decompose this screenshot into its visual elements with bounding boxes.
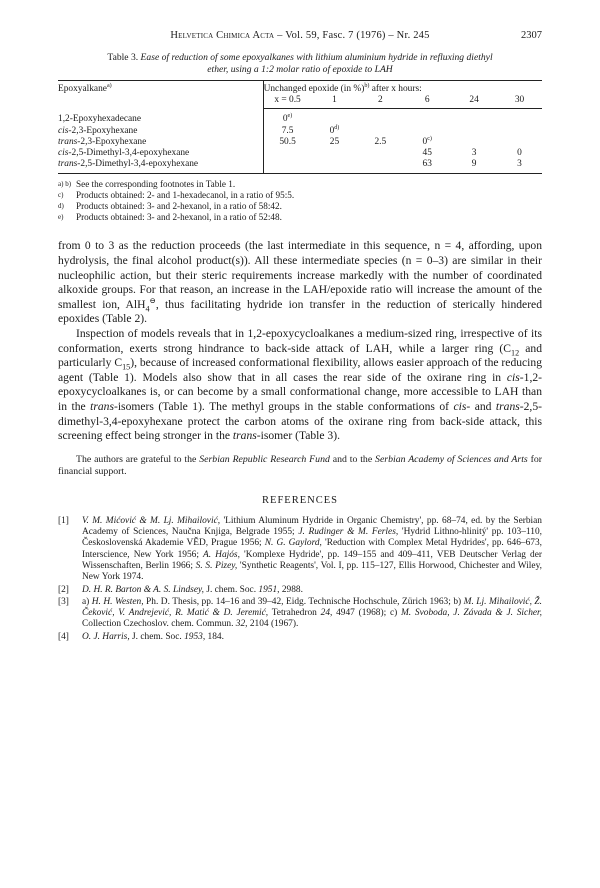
table-cell — [497, 126, 542, 137]
running-head — [58, 30, 542, 46]
paragraph-1: from 0 to 3 as the reduction proceeds (the last intermediate in this sequence, n = 4, affording, upon hydrolysis, the final alcohol product(s)). All these intermediate species (n = 0–3) are similar in their nucleophilic action, but their steric requirements increase markedly with the number of coordinated alkoxide groups. For that reason, an increase in the LAH/epoxide ratio will increase the amount of the smallest ion, AlH$_4$⊖, thus facilitating hydride ion transfer in the reduction of sterically hindered epoxides (Table 2). — [58, 239, 542, 326]
epoxide-name: cis-2,3-Epoxyhexane — [58, 125, 138, 136]
table-caption — [58, 52, 542, 75]
x-label: 24 — [451, 95, 497, 109]
table-cell: 3 — [471, 148, 477, 159]
paper-page — [58, 30, 542, 644]
footnote: e) Products obtained: 3- and 2-hexanol, in a ratio of 52:48. — [58, 212, 282, 223]
x-label: 6 — [403, 95, 451, 109]
table-cell: 0$^{d)}$ — [329, 124, 340, 136]
table-row — [58, 137, 542, 148]
reference-1: [1] V. M. Mićović & M. Lj. Mihailović, 'Lithium Aluminum Hydride in Organic Chemistry', pp. 68–74, ed. by the Serbian Academy of Sciences, Naučna Knjiga, Belgrade 1955; J. Rudinger & M. Ferles, 'Hydrid Lithno-hlinitý' pp. 103–110, Československá Akademie VĚD, Prague 1956; N. G. Gaylord, 'Reduction with Complex Metal Hydrides', pp. 646–673, Interscience, New York 1956; A. Hajós, 'Komplexe Hydride', pp. 149–155 and 409–411, VEB Deutscher Verlag der Wissenschaften, Berlin 1966; S. S. Pizey, 'Synthetic Reagents', Vol. I, pp. 115–127, Ellis Horwood, Chichester and Wiley, New York 1974. — [58, 515, 543, 583]
references-heading: REFERENCES — [262, 494, 338, 506]
x-label: 30 — [497, 95, 542, 109]
table-cell — [357, 159, 403, 174]
table-cell — [357, 148, 403, 159]
table-caption-line2: ether, using a 1:2 molar ratio of epoxide to LAH — [207, 63, 393, 75]
journal-citation — [58, 30, 542, 41]
table-cell: 7.5 — [263, 126, 311, 137]
reference-2: [2] D. H. R. Barton & A. S. Lindsey, J. chem. Soc. 1951, 2988. — [58, 584, 303, 595]
table-footnotes — [58, 179, 542, 223]
reference-3: [3] a) H. H. Westen, Ph. D. Thesis, pp. 14–16 and 39–42, Eidg. Technische Hochschule, Zürich 1963; b) M. Lj. Mihailović, Ž. Čeković, V. Andrejević, R. Matić & D. Jeremić, Tetrahedron 24, 4947 (1968); c) M. Svoboda, J. Závada & J. Sicher, Collection Czechoslov. chem. Commun. 32, 2104 (1967). — [58, 596, 542, 630]
table-caption-line1: Ease of reduction of some epoxyalkanes with lithium aluminium hydride in refluxing diethyl — [140, 52, 493, 63]
table-cell: 25 — [329, 136, 340, 147]
x-label: x = 0.5 — [263, 95, 311, 109]
table-cell — [357, 109, 403, 126]
acknowledgements: The authors are grateful to the Serbian Republic Research Fund and to the Serbian Academy of Sciences and Arts for financial support. — [58, 453, 543, 478]
data-table — [58, 80, 542, 174]
table-cell — [451, 137, 497, 148]
x-label: 2 — [357, 95, 403, 109]
table-header-row — [58, 81, 542, 96]
table-cell: 45 — [422, 148, 432, 159]
table-cell — [312, 148, 358, 159]
table-cell — [451, 126, 497, 137]
table-row — [58, 148, 542, 159]
table-cell: 2.5 — [374, 136, 387, 147]
footnote: c) Products obtained: 2- and 1-hexadecanol, in a ratio of 95:5. — [58, 190, 295, 201]
table-cell — [263, 159, 311, 174]
table-cell — [357, 126, 403, 137]
table-cell: 9 — [451, 159, 497, 174]
table-cell: 63 — [403, 159, 451, 174]
references-list — [58, 516, 542, 643]
table-cell: 0$^{c)}$ — [422, 135, 432, 147]
table-cell — [263, 148, 311, 159]
column-group-header: Unchanged epoxide (in %)$^{b)}$ after x hours: — [263, 81, 542, 96]
table-row — [58, 109, 542, 126]
footnote: a) b) See the corresponding footnotes in Table 1. — [58, 179, 236, 190]
volume-info: – Vol. 59, Fasc. 7 (1976) – Nr. 245 — [277, 30, 430, 41]
table-row — [58, 126, 542, 137]
x-label: 1 — [312, 95, 358, 109]
table-cell: 3 — [497, 159, 542, 174]
table-cell — [451, 109, 497, 126]
table-row — [58, 159, 542, 174]
table-cell — [497, 137, 542, 148]
epoxide-name: 1,2-Epoxyhexadecane — [58, 114, 142, 125]
reference-4: [4] O. J. Harris, J. chem. Soc. 1953, 184. — [58, 631, 224, 642]
page-number: 2307 — [521, 30, 542, 41]
body-text — [58, 239, 542, 443]
table-cell: 0 — [517, 148, 522, 159]
epoxide-name: cis-2,5-Dimethyl-3,4-epoxyhexane — [58, 148, 190, 159]
table-cell — [312, 159, 358, 174]
table-cell — [497, 109, 542, 126]
journal-name: Helvetica Chimica Acta — [170, 30, 275, 41]
table-cell: 50.5 — [263, 137, 311, 148]
footnote: d) Products obtained: 3- and 2-hexanol, in a ratio of 58:42. — [58, 201, 282, 212]
table-cell: 0$^{e)}$ — [263, 109, 311, 126]
paragraph-2: Inspection of models reveals that in 1,2-epoxycycloalkanes a medium-sized ring, irrespective of its conformation, exerts strong hindrance to back-side attack of LAH, while a larger ring ($C_{12}$ and particularly $C_{15}$), because of increased conformational flexibility, allows easier approach of the reducing agent (Table 1). Models also show that in all cases the rear side of the oxirane ring in cis-1,2-epoxycycloalkanes is, or can become by a small conformational change, more accessible to LAH than in the trans-isomers (Table 1). The methyl groups in the stable conformations of cis- and trans-2,5-dimethyl-3,4-epoxyhexane protect the carbon atoms of the oxirane ring from back-side attack, this screening effect being stronger in the trans-isomer (Table 3). — [58, 326, 543, 443]
column-header-epoxyalkane: Epoxyalkane$^{a)}$ — [58, 81, 263, 109]
epoxide-name: trans-2,5-Dimethyl-3,4-epoxyhexane — [58, 159, 263, 174]
epoxide-name: trans-2,3-Epoxyhexane — [58, 136, 147, 147]
table-label: Table 3. — [107, 52, 139, 63]
table-cell — [403, 109, 451, 126]
